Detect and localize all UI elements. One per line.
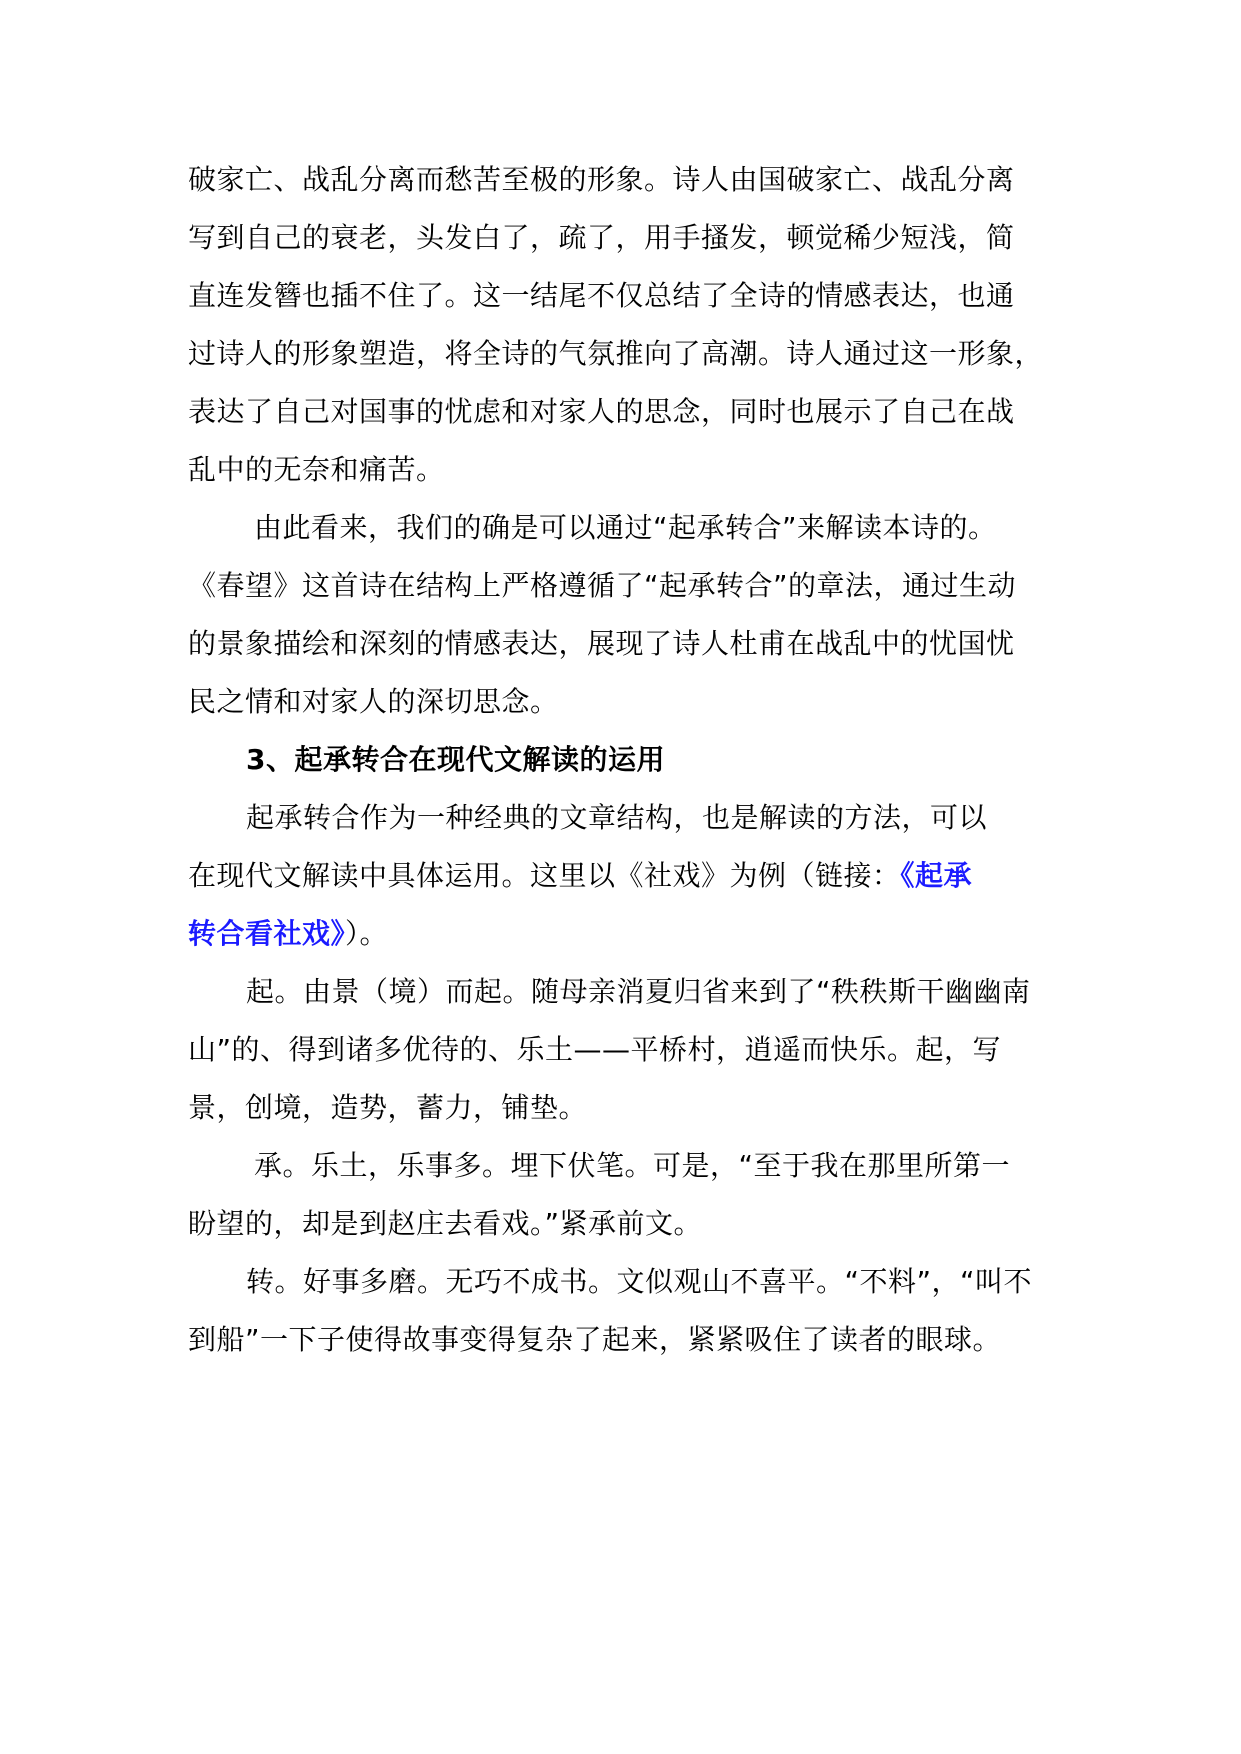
paragraph-line: 盼望的，却是到赵庄去看戏。”紧承前文。 xyxy=(188,1207,703,1240)
paragraph-line: 表达了自己对国事的忧虑和对家人的思念，同时也展示了自己在战 xyxy=(188,395,1015,428)
paragraph-line-text: ）。 xyxy=(345,917,389,950)
paragraph-line: 破家亡、战乱分离而愁苦至极的形象。诗人由国破家亡、战乱分离 xyxy=(188,163,1015,196)
paragraph-line xyxy=(188,854,972,898)
paragraph-line: 直连发簪也插不住了。这一结尾不仅总结了全诗的情感表达，也通 xyxy=(188,279,1015,312)
paragraph-line: 乱中的无奈和痛苦。 xyxy=(188,453,445,486)
paragraph-line: 到船”一下子使得故事变得复杂了起来，紧紧吸住了读者的眼球。 xyxy=(188,1323,1002,1356)
paragraph-line: 起承转合作为一种经典的文章结构，也是解读的方法，可以 xyxy=(246,801,988,834)
paragraph-line-text: 在现代文解读中具体运用。这里以《社戏》为例（链接： xyxy=(188,859,901,892)
paragraph-line: 景，创境，造势，蓄力，铺垫。 xyxy=(188,1091,588,1124)
paragraph-line: 写到自己的衰老，头发白了，疏了，用手搔发，顿觉稀少短浅，简 xyxy=(188,221,1015,254)
paragraph-line: 《春望》这首诗在结构上严格遵循了“起承转合”的章法，通过生动 xyxy=(188,569,1017,602)
article-link[interactable]: 《起承 xyxy=(900,859,973,892)
paragraph-line xyxy=(188,912,388,956)
paragraph-line: 山”的、得到诸多优待的、乐土——平桥村，逍遥而快乐。起，写 xyxy=(188,1033,1002,1066)
paragraph-line: 转。好事多磨。无巧不成书。文似观山不喜平。“不料”，“叫不 xyxy=(246,1265,1033,1298)
paragraph-line: 承。乐土，乐事多。埋下伏笔。可是，“至于我在那里所第一 xyxy=(254,1149,1011,1182)
paragraph-line: 过诗人的形象塑造，将全诗的气氛推向了高潮。诗人通过这一形象， xyxy=(188,337,1044,370)
section-heading: 3、起承转合在现代文解读的运用 xyxy=(246,743,665,776)
article-link-continued[interactable]: 转合看社戏》 xyxy=(188,917,346,950)
paragraph-line: 起。由景（境）而起。随母亲消夏归省来到了“秩秩斯干幽幽南 xyxy=(246,975,1031,1008)
paragraph-line: 的景象描绘和深刻的情感表达，展现了诗人杜甫在战乱中的忧国忧 xyxy=(188,627,1015,660)
paragraph-line: 民之情和对家人的深切思念。 xyxy=(188,685,559,718)
paragraph-line: 由此看来，我们的确是可以通过“起承转合”来解读本诗的。 xyxy=(254,511,997,544)
